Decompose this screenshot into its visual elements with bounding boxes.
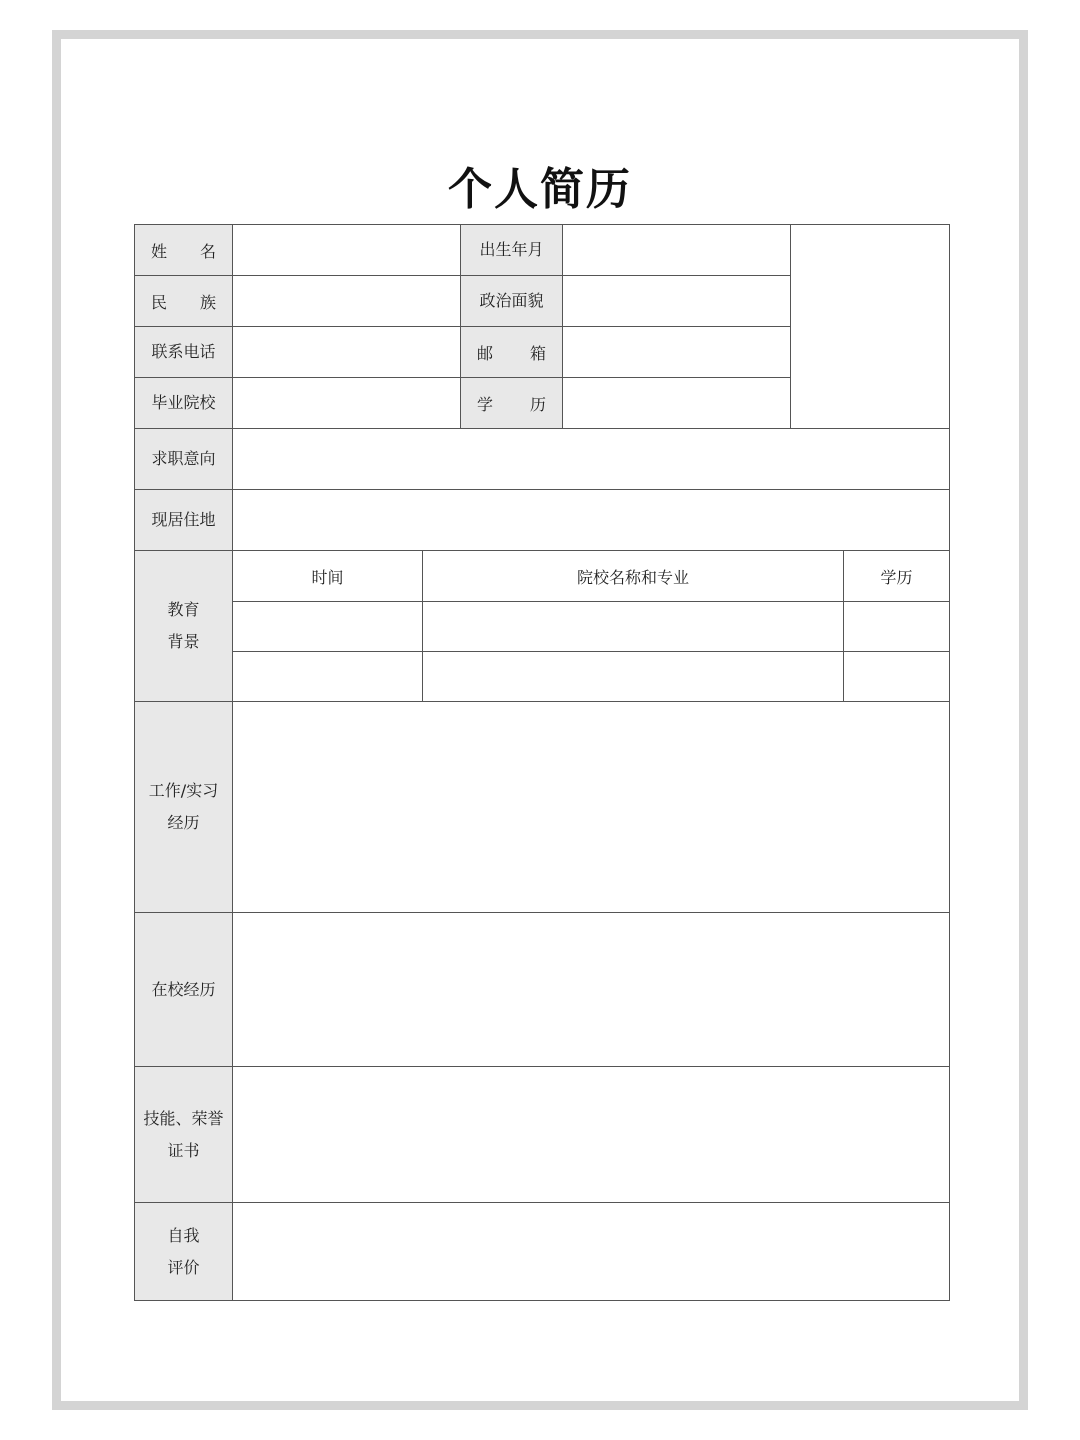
edu-row1-time[interactable] [233,602,423,652]
campus-field[interactable] [233,913,950,1067]
education-label: 教育 背景 [135,551,233,702]
work-label: 工作/实习 经历 [135,702,233,913]
degree-field[interactable] [563,378,791,429]
email-field[interactable] [563,327,791,378]
name-field[interactable] [233,225,461,276]
residence-label: 现居住地 [135,490,233,551]
school-field[interactable] [233,378,461,429]
edu-col-school-major: 院校名称和专业 [423,551,844,602]
ethnicity-field[interactable] [233,276,461,327]
school-label: 毕业院校 [135,378,233,429]
phone-field[interactable] [233,327,461,378]
campus-label: 在校经历 [135,913,233,1067]
birth-label: 出生年月 [461,225,563,276]
edu-col-degree: 学历 [844,551,950,602]
email-label: 邮 箱 [461,327,563,378]
edu-row1-school[interactable] [423,602,844,652]
job-intent-field[interactable] [233,429,950,490]
edu-col-time: 时间 [233,551,423,602]
photo-box[interactable] [791,225,950,429]
self-eval-field[interactable] [233,1203,950,1301]
edu-row2-degree[interactable] [844,652,950,702]
edu-row2-time[interactable] [233,652,423,702]
birth-field[interactable] [563,225,791,276]
work-field[interactable] [233,702,950,913]
name-label: 姓 名 [135,225,233,276]
ethnicity-label: 民 族 [135,276,233,327]
political-field[interactable] [563,276,791,327]
phone-label: 联系电话 [135,327,233,378]
job-intent-label: 求职意向 [135,429,233,490]
edu-row1-degree[interactable] [844,602,950,652]
edu-row2-school[interactable] [423,652,844,702]
residence-field[interactable] [233,490,950,551]
political-label: 政治面貌 [461,276,563,327]
resume-table [134,224,950,1301]
skills-label: 技能、荣誉 证书 [135,1067,233,1203]
page-title: 个人简历 [448,164,632,215]
skills-field[interactable] [233,1067,950,1203]
self-eval-label: 自我 评价 [135,1203,233,1301]
degree-label: 学 历 [461,378,563,429]
